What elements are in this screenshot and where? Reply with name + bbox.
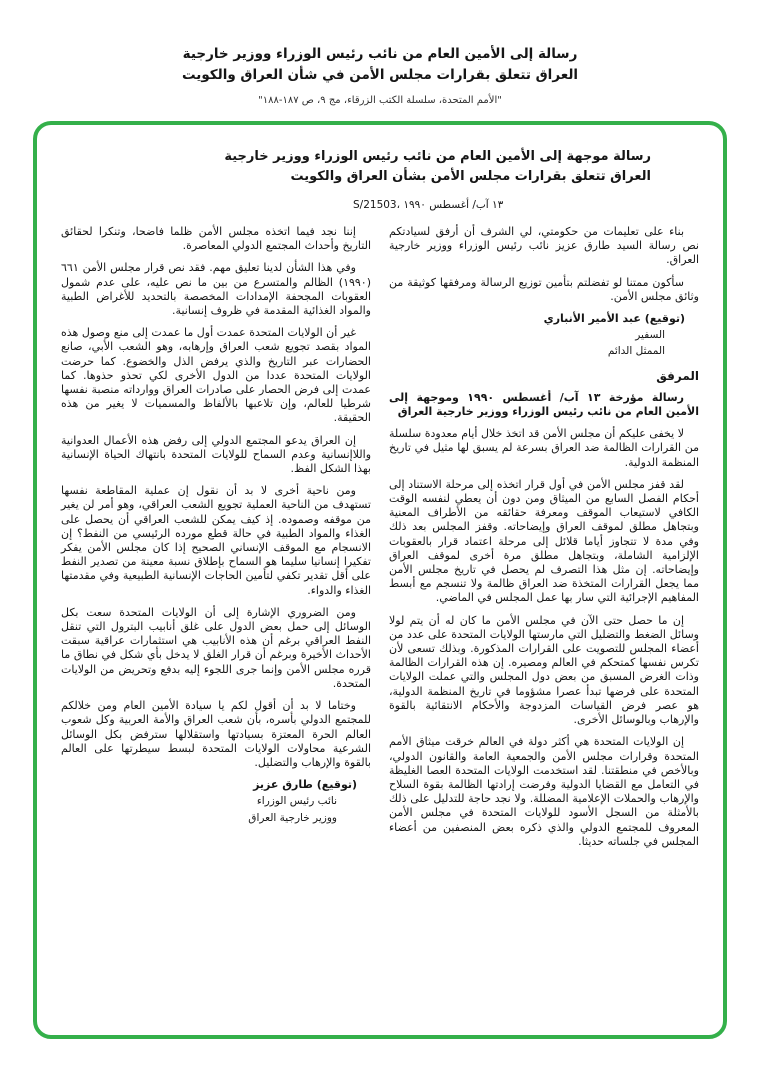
signature-block-permanent-representative — [389, 312, 699, 359]
column-left — [61, 225, 371, 857]
letter-title-line1: رسالة موجهة إلى الأمين العام من نائب رئيس الوزراء ووزير خارجية — [224, 149, 651, 164]
enclosure-title: رسالة مؤرخة ١٣ آب/ أغسطس ١٩٩٠ وموجهة إلى الأمين العام من نائب رئيس الوزراء ووزير خارجية العراق — [389, 390, 699, 419]
header-title-line1: رسالة إلى الأمين العام من نائب رئيس الوزراء ووزير خارجية — [182, 46, 578, 62]
signature-role: الممثل الدائم — [607, 345, 665, 358]
document-reference: S/21503، ١٣ آب/ أغسطس ١٩٩٠ — [353, 199, 504, 211]
enclosure-paragraph: لقد قفز مجلس الأمن في أول قرار اتخذه إلى مرحلة الاستناد إلى أحكام الفصل السابع من الميثاق ومن دون أن يعطي لنفسه الوقت الكافي لاستيعاب الموقف ومعرفة حقائقه من الأطراف المعنية وبتجاهل مطلق لموقف العراق وإيضاحاته. وقفز المجلس بعد ذلك وفي مدة لا تتجاوز أياما قلائل إلى مرحلة اعتماد قرار بالعقوبات الإلزامية الشاملة، وبتجاهل مطلق مرة أخرى لموقف العراق وإيضاحاته. إن مثل هذا التصرف لم يحصل في تاريخ مجلس الأمن مما يجعل القرارات المتخذة ضد العراق ظالمة ولا تنسجم مع أبسط المفاهيم الإجرائية التي سار بها عمل المجلس في الماضي. — [389, 477, 699, 605]
header-title-line2: العراق تتعلق بقرارات مجلس الأمن في شأن العراق والكويت — [181, 67, 579, 83]
header-source-note: "الأمم المتحدة، سلسلة الكتب الزرقاء، مج ٩، ص ١٨٧-١٨٨" — [258, 95, 502, 106]
enclosure-paragraph: إن ما حصل حتى الآن في مجلس الأمن ما كان له أن يتم لولا وسائل الضغط والتضليل التي مارستها الولايات المتحدة على عدد من أعضاء المجلس للتصويت على القرارات المذكورة. وبذلك تسعى لأن تكرس نفسها كمتحكم في العالم ومصيره. إن هذه القرارات الظالمة وذات الغرض المسبق من بعض دول المجلس والتي عملت الولايات المتحدة على فرضها تبدأ عصرا مشؤوما في تاريخ المنظمة الدولية، هو عصر فرض القياسات المزدوجة والأحكام الانتقائية بالقوة والإرهاب وبالوسائل الأخرى. — [389, 613, 699, 727]
signature-role: نائب رئيس الوزراء — [256, 795, 337, 808]
enclosure-paragraph: ومن ناحية أخرى لا بد أن نقول إن عملية المقاطعة نفسها تستهدف من الناحية العملية تجويع الشعب العراقي، وهو أمر لن يغير من موقفه وصموده. إذ كيف يمكن للشعب العراقي أن يحصل على الغذاء والمواد الطبية في حالة قطع مورده الرئيسي من النفط؟ إن الانسجام مع الموقف الإنساني الصحيح إذا كان مجلس الأمن يفكر تفكيرا إنسانيا سليما هو السماح بإطلاق نسبة معينة من تصدير النفط على أقل تقدير تكفي لتأمين الحاجات الإنسانية الطبيعية وفي مقدمتها الغذاء والدواء. — [61, 484, 371, 597]
column-right — [389, 225, 699, 857]
document-frame — [33, 121, 727, 1039]
signature-name: (توقيع) طارق عزيز — [253, 778, 357, 792]
enclosure-paragraph: وفي هذا الشأن لدينا تعليق مهم. فقد نص قرار مجلس الأمن ٦٦١ (١٩٩٠) الظالم والمتسرع من بين ما نص عليه، على عدم شمول العقوبات المجحفة الإمدادات المخصصة بالتحديد للأغراض الطبية والمواد الغذائية المقدمة في ظروف إنسانية. — [61, 261, 371, 318]
document-header — [0, 44, 760, 106]
signature-role: السفير — [635, 329, 665, 342]
cover-paragraph: بناء على تعليمات من حكومتي، لي الشرف أن أرفق لسيادتكم نص رسالة السيد طارق عزيز نائب رئيس الوزراء ووزير خارجية العراق. — [389, 225, 699, 267]
cover-paragraph: سأكون ممتنا لو تفضلتم بتأمين توزيع الرسالة ومرفقها كوثيقة من وثائق مجلس الأمن. — [389, 275, 699, 303]
letter-title-line2: العراق تتعلق بقرارات مجلس الأمن بشأن العراق والكويت — [290, 168, 651, 184]
signature-block-deputy-prime-minister — [61, 778, 371, 825]
signature-role: ووزير خارجية العراق — [248, 811, 337, 824]
enclosure-heading: المرفق — [656, 368, 699, 383]
enclosure-paragraph: ومن الضروري الإشارة إلى أن الولايات المتحدة سعت بكل الوسائل إلى حمل بعض الدول على غلق أنابيب البترول التي تنقل النفط العراقي برغم أن هذه الأنابيب هي استثمارات عراقية سبقت الأحداث الأخيرة وبرغم أن قرار الغلق لا يدخل بأي شكل في نطاق ما قرره مجلس الأمن وإنما جرى اللجوء إليه بدفع وتحريض من الولايات المتحدة. — [61, 605, 371, 690]
signature-name: (توقيع) عبد الأمير الأنباري — [543, 312, 685, 326]
two-column-layout — [61, 225, 699, 857]
enclosure-paragraph: لا يخفى عليكم أن مجلس الأمن قد اتخذ خلال أيام معدودة سلسلة من القرارات الظالمة ضد العراق بسرعة لم يسبق لها مثيل في تاريخ المنظمة الدولية. — [389, 427, 699, 469]
enclosure-paragraph: وختاما لا بد أن أقول لكم يا سيادة الأمين العام ومن خلالكم للمجتمع الدولي بأسره، بأن شعب العراق والأمة العربية وكل شعوب العالم الحرة المعتزة بسيادتها واستقلالها سترفض بكل الوسائل الشرعية محاولات الولايات المتحدة لبسط سيطرتها على العالم بالقوة والإرهاب والتضليل. — [61, 699, 371, 769]
enclosure-paragraph: إننا نجد فيما اتخذه مجلس الأمن ظلما فاضحا، وتنكرا لحقائق التاريخ وأحداث المجتمع الدولي المعاصرة. — [61, 225, 371, 253]
enclosure-paragraph: غير أن الولايات المتحدة عمدت أول ما عمدت إلى منع وصول هذه المواد بقصد تجويع شعب العراق وإرهابه، وهو الشعب الأبي، صانع الحضارات عبر التاريخ والذي يرفض الذل والخضوع. كما حرضت الولايات المتحدة عددا من الدول الأخرى لكي تحذو حذوها. كما عمدت إلى فرض الحصار على صادرات العراق ووارداته منصبة نفسها شرطيا للعالم، وإن تلاعبها بالألفاظ والمسميات لا يغير من هذه الحقيقة. — [61, 326, 371, 425]
enclosure-paragraph: إن الولايات المتحدة هي أكثر دولة في العالم خرقت ميثاق الأمم المتحدة وقرارات مجلس الأمن والجمعية العامة والقانون الدولي، وبالأخص في منطقتنا. لقد استخدمت الولايات المتحدة العصا الغليظة في التعامل مع القضايا الدولية وفرضت إرادتها الظالمة بقوة السلاح والإرهاب والحملات الإعلامية المضللة. ولا نجد حاجة للتدليل على ذلك بالأمثلة من السجل الأسود للولايات المتحدة في مجلس الأمن المعروف للمجتمع الدولي والذي ذكره بعض المنصفين من أعضاء المجلس في جلساته حديثا. — [389, 735, 699, 848]
enclosure-paragraph: إن العراق يدعو المجتمع الدولي إلى رفض هذه الأعمال العدوانية واللاإنسانية وعدم السماح للولايات المتحدة بانتهاك الحياة الإنسانية بهذا الشكل الفظ. — [61, 433, 371, 476]
letter-title — [61, 145, 699, 186]
